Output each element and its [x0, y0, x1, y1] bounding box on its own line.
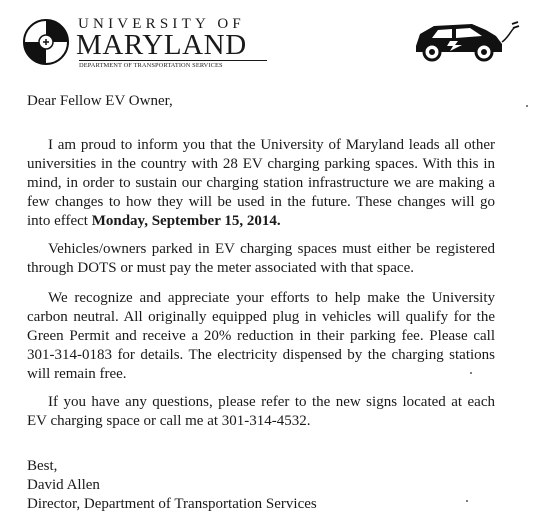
effective-date: Monday, September 15, 2014. — [91, 213, 281, 229]
letterhead-name: MARYLAND — [76, 29, 247, 61]
paragraph-1-text: I am proud to inform you that the University of Maryland leads all other universities in the country with 28 EV charging parking spaces. With this in mind, in order to sustain our charging station infrastructure we are making a few changes to how they will be used in the future. These changes will go into effect — [27, 137, 495, 229]
salutation: Dear Fellow EV Owner, — [27, 93, 173, 109]
paragraph-2: Vehicles/owners parked in EV charging spaces must either be registered through DOTS or must pay the meter associated with that space. — [27, 241, 495, 276]
scan-speck — [526, 105, 528, 107]
signer-name: David Allen — [27, 477, 100, 493]
electric-car-icon — [412, 14, 524, 64]
signer-title: Director, Department of Transportation Services — [27, 496, 317, 512]
letterhead — [22, 14, 262, 74]
letterhead-university-line: UNIVERSITY OF — [78, 16, 245, 32]
closing: Best, — [27, 458, 58, 474]
scan-speck — [466, 500, 468, 502]
paragraph-4: If you have any questions, please refer to the new signs located at each EV charging space or call me at 301-314-4532. — [27, 394, 495, 429]
paragraph-3: We recognize and appreciate your efforts to help make the University carbon neutral. All originally equipped plug in vehicles will qualify for the Green Permit and receive a 20% reduction in their parking fee. Please call 301-314-0183 for details. The electricity dispensed by the charging stations will remain free. — [27, 290, 495, 382]
university-seal-icon — [22, 18, 70, 66]
scan-speck — [470, 372, 472, 374]
signature-block — [27, 457, 495, 514]
letterhead-department: DEPARTMENT OF TRANSPORTATION SERVICES — [79, 60, 267, 69]
paragraph-1 — [27, 136, 495, 231]
